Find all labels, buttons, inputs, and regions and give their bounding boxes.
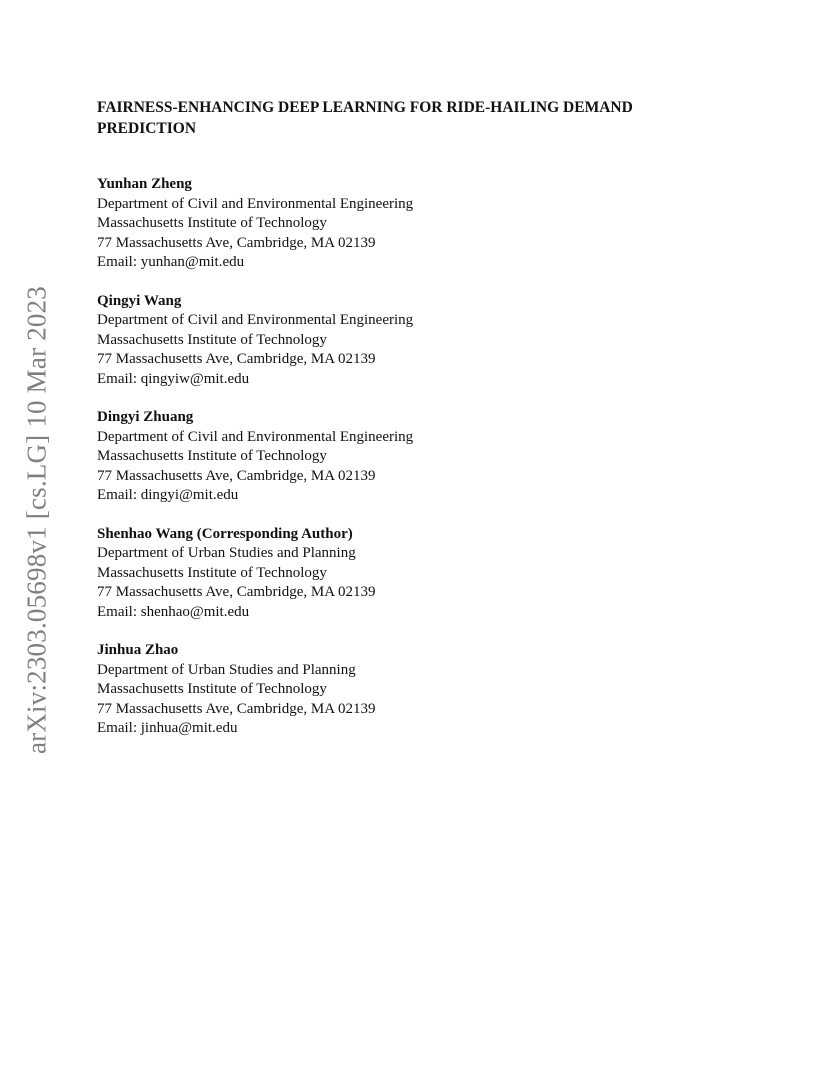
author-name: Dingyi Zhuang bbox=[97, 409, 194, 425]
author-department: Department of Civil and Environmental Engineering bbox=[97, 428, 414, 445]
author-institution: Massachusetts Institute of Technology bbox=[97, 564, 327, 581]
author-address: 77 Massachusetts Ave, Cambridge, MA 02139 bbox=[97, 234, 376, 251]
author-address: 77 Massachusetts Ave, Cambridge, MA 02139 bbox=[97, 700, 376, 717]
author-name: Shenhao Wang (Corresponding Author) bbox=[97, 525, 353, 542]
author-name: Qingyi Wang bbox=[97, 292, 182, 309]
author-block bbox=[97, 525, 697, 623]
author-department: Department of Urban Studies and Planning bbox=[97, 661, 356, 678]
author-institution: Massachusetts Institute of Technology bbox=[97, 448, 327, 464]
author-list bbox=[97, 175, 697, 758]
author-email: Email: qingyiw@mit.edu bbox=[97, 370, 250, 387]
author-email: Email: yunhan@mit.edu bbox=[97, 254, 245, 270]
author-address: 77 Massachusetts Ave, Cambridge, MA 02139 bbox=[97, 584, 376, 600]
author-institution: Massachusetts Institute of Technology bbox=[97, 681, 327, 697]
author-department: Department of Civil and Environmental Engineering bbox=[97, 195, 414, 212]
author-block bbox=[97, 408, 697, 506]
author-email: Email: dingyi@mit.edu bbox=[97, 487, 239, 503]
author-block bbox=[97, 292, 697, 390]
author-email: Email: shenhao@mit.edu bbox=[97, 603, 250, 620]
author-department: Department of Urban Studies and Planning bbox=[97, 545, 356, 561]
author-name: Jinhua Zhao bbox=[97, 642, 179, 658]
author-institution: Massachusetts Institute of Technology bbox=[97, 331, 327, 348]
author-block bbox=[97, 641, 697, 739]
arxiv-stamp: arXiv:2303.05698v1 [cs.LG] 10 Mar 2023 bbox=[21, 285, 52, 755]
author-block bbox=[97, 175, 697, 273]
author-name: Yunhan Zheng bbox=[97, 176, 192, 192]
author-address: 77 Massachusetts Ave, Cambridge, MA 02139 bbox=[97, 351, 376, 367]
paper-title: FAIRNESS-ENHANCING DEEP LEARNING FOR RIDE-HAILING DEMAND PREDICTION bbox=[97, 99, 633, 137]
author-department: Department of Civil and Environmental Engineering bbox=[97, 312, 414, 328]
author-address: 77 Massachusetts Ave, Cambridge, MA 02139 bbox=[97, 467, 376, 484]
author-institution: Massachusetts Institute of Technology bbox=[97, 215, 327, 231]
author-email: Email: jinhua@mit.edu bbox=[97, 720, 238, 736]
